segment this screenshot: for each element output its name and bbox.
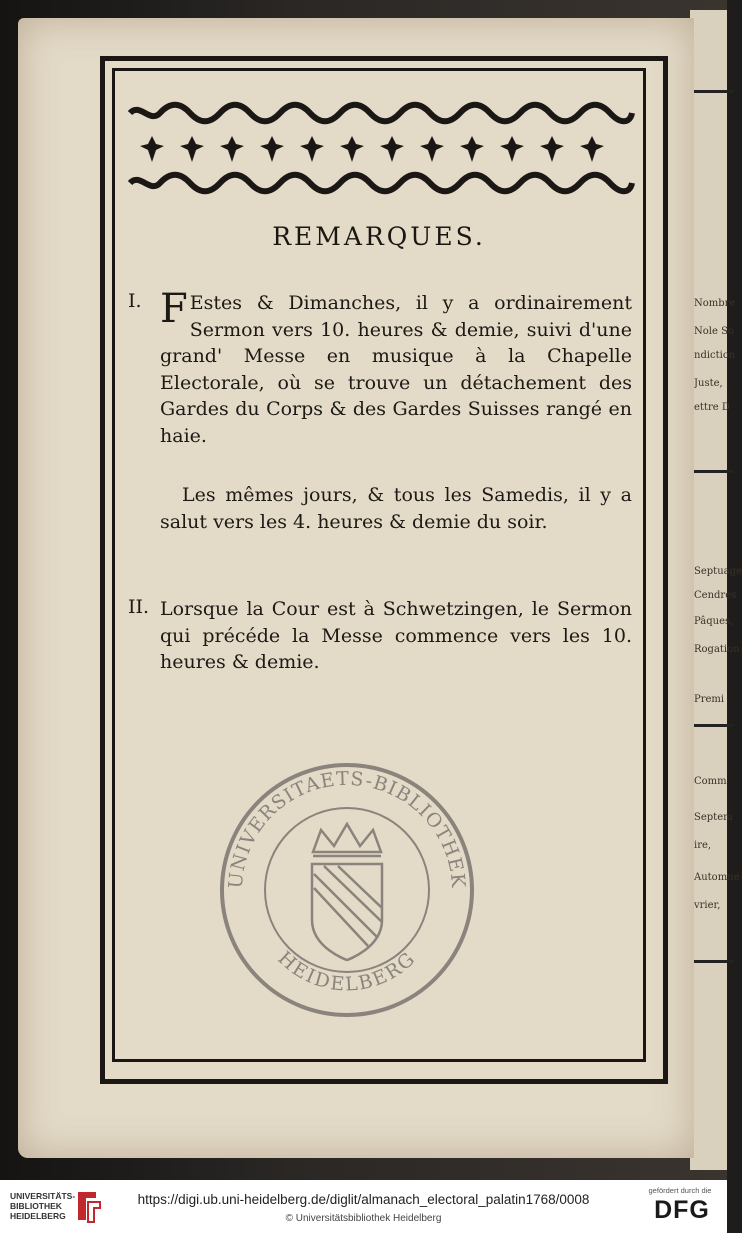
paragraph-number: I. <box>128 290 142 312</box>
facing-page-rule <box>694 960 734 963</box>
facing-page-fragment: Premi <box>694 694 725 705</box>
facing-page-fragment: Cendres <box>694 590 737 601</box>
dfg-logo[interactable]: DFG <box>654 1196 710 1224</box>
paragraph-3: Lorsque la Cour est à Schwetzingen, le Sermon qui précéde la Messe commence vers les 10. heures & demie. <box>160 598 632 673</box>
library-stamp <box>218 760 476 1020</box>
facing-page-fragment: vrier, <box>694 900 721 911</box>
facing-page-fragment: Comm <box>694 776 727 787</box>
decorative-ornament-band <box>128 100 632 200</box>
facing-page-fragment: ettre D <box>694 402 730 413</box>
facing-page <box>690 10 742 1170</box>
facing-page-fragment: Rogation <box>694 644 740 655</box>
funding-note: gefördert durch die <box>648 1186 712 1195</box>
facing-page-fragment: Pâques, <box>694 616 734 627</box>
logo-text-line: UNIVERSITÄTS- <box>10 1191 76 1201</box>
facing-page-fragment: Automne <box>694 872 740 883</box>
facing-page-fragment: Nombre <box>694 298 736 309</box>
copyright-notice: © Universitätsbibliothek Heidelberg <box>285 1213 442 1224</box>
svg-text:UNIVERSITAETS-BIBLIOTHEK: UNIVERSITAETS-BIBLIOTHEK <box>224 767 470 890</box>
paragraph-number: II. <box>128 596 150 618</box>
logo-text-line: HEIDELBERG <box>10 1211 66 1221</box>
facing-page-rule <box>694 724 734 727</box>
facing-page-fragment: Septem <box>694 812 733 823</box>
paragraph-1 <box>160 286 632 449</box>
facing-page-fragment: Juste, <box>694 378 723 389</box>
page-permalink[interactable]: https://digi.ub.uni-heidelberg.de/diglit/almanach_electoral_palatin1768/0008 <box>137 1192 590 1207</box>
page-title: REMARQUES. <box>272 222 486 251</box>
facing-page-fragment: Nole So <box>694 326 734 337</box>
logo-text-line: BIBLIOTHEK <box>10 1201 62 1211</box>
facing-page-fragment: ire, <box>694 840 712 851</box>
svg-text:HEIDELBERG: HEIDELBERG <box>273 947 421 996</box>
facing-page-rule <box>694 90 734 93</box>
facing-page-fragment: Septuage <box>694 566 742 577</box>
paragraph-1-text: Estes & Dimanches, il y a ordinairement Sermon vers 10. heures & demie, suivi d'une grand' Messe en musique à la Chapelle Electorale, où se trouve un détachement des Gardes du Corps & des Gardes Suisses rangé en haie. <box>160 292 632 447</box>
facing-page-rule <box>694 470 734 473</box>
paragraph-2: Les mêmes jours, & tous les Samedis, il y a salut vers les 4. heures & demie du soir. <box>160 484 632 533</box>
drop-cap: F <box>160 286 188 332</box>
facing-page-fragment: ndiction <box>694 350 736 361</box>
